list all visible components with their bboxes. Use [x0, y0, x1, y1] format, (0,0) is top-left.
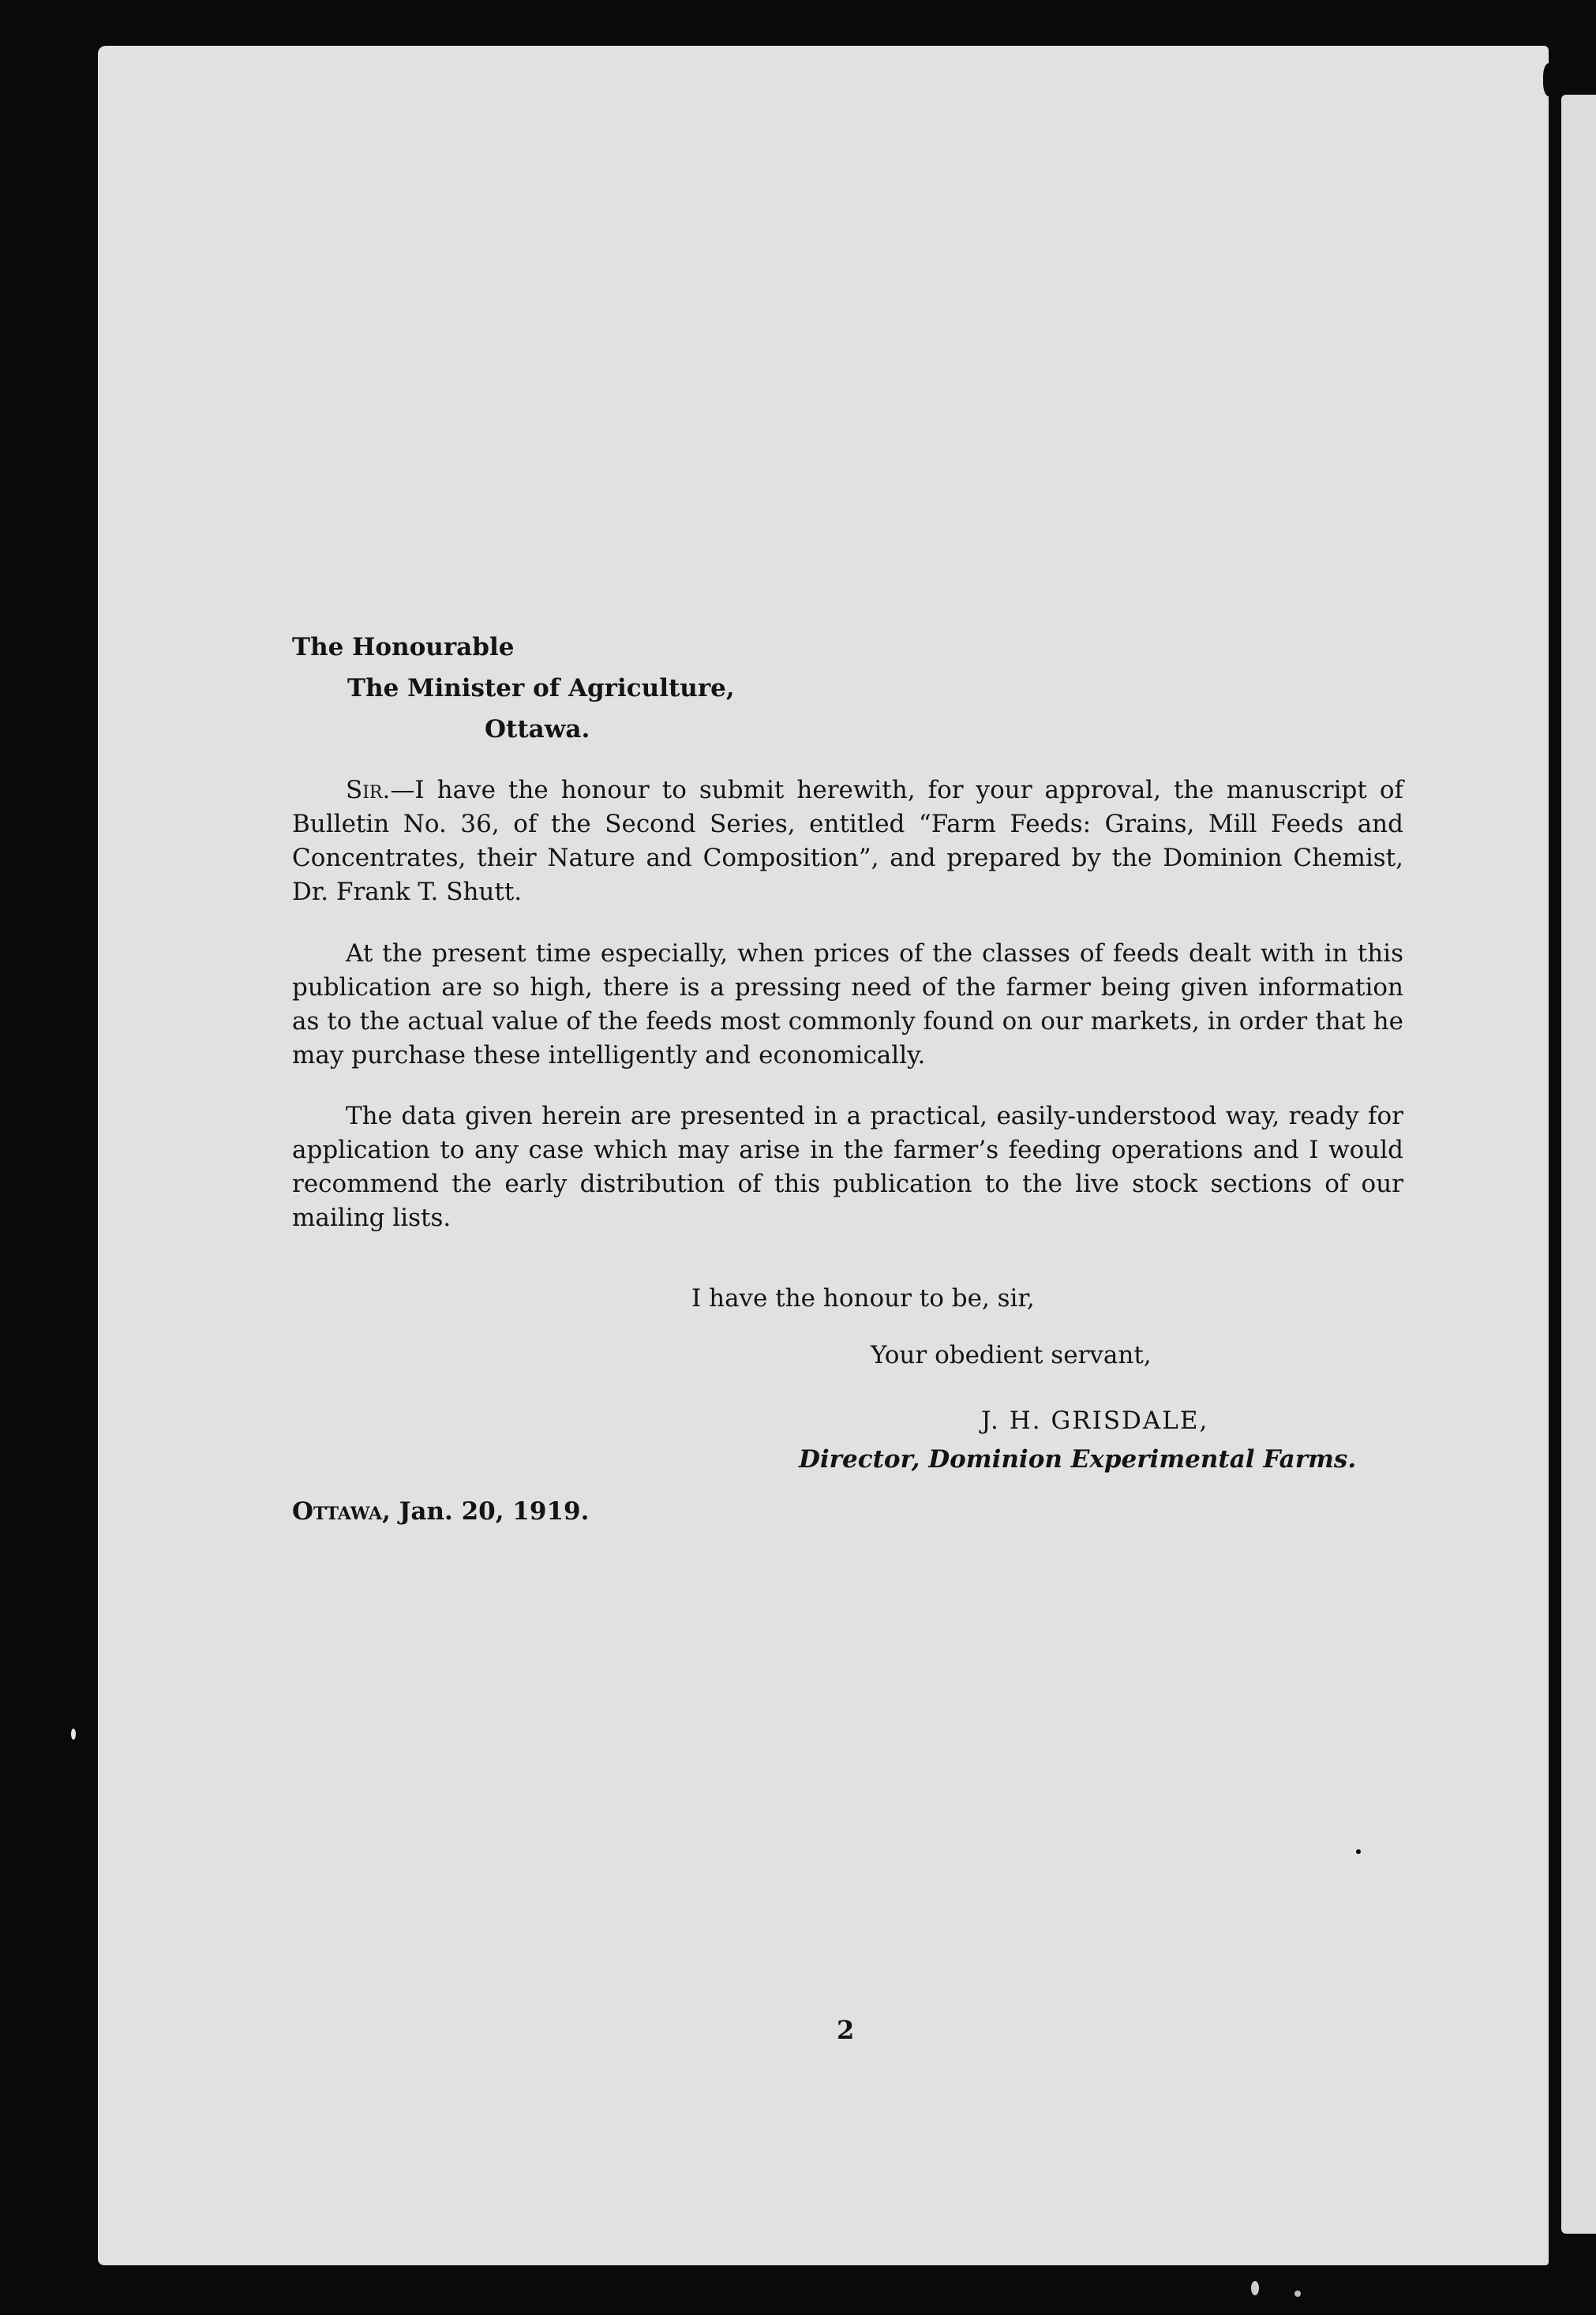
salutation-lead: Sir. — [346, 776, 391, 804]
scan-speck — [1251, 2281, 1259, 2295]
closing-line-1: I have the honour to be, sir, — [691, 1284, 1035, 1313]
scan-speck — [1356, 1849, 1361, 1854]
letter-paragraph-2: At the present time especially, when prices of the classes of feeds dealt with in this publication are so high, there is a pressing need of the farmer being given information as to the actual value of the feeds most commonly found on our markets, in order that he may purchase these intelligently and economically. — [292, 939, 1403, 1069]
dateline-place: Ottawa, — [292, 1497, 391, 1526]
salutation-line-1: The Honourable — [292, 633, 515, 661]
closing-line-2: Your obedient servant, — [871, 1341, 1152, 1369]
scan-speck — [71, 1729, 76, 1740]
adjacent-page-edge — [1561, 95, 1596, 2234]
paragraph-1-text: —I have the honour to submit herewith, for your approval, the manuscript of Bulletin No. 36, of the Second Series, entitled “Farm Feeds: Grains, Mill Feeds and Concentrates, their Nature and Composition”, and prepared by the Dominion Chemist, Dr. Frank T. Shutt. — [292, 776, 1403, 906]
salutation-line-3: Ottawa. — [485, 715, 590, 744]
signature-name: J. H. GRISDALE, — [981, 1407, 1209, 1435]
dateline-date: Jan. 20, 1919. — [399, 1497, 590, 1526]
scan-speck — [1294, 2291, 1301, 2297]
scan-speck — [1543, 63, 1557, 96]
signature-title: Director, Dominion Experimental Farms. — [799, 1445, 1357, 1474]
letter-paragraph-1 — [292, 774, 1403, 909]
scan-speck — [0, 183, 11, 196]
page-number: 2 — [837, 2015, 855, 2045]
salutation-line-2: The Minister of Agriculture, — [347, 674, 735, 702]
dateline — [292, 1497, 589, 1526]
letter-paragraph-3: The data given herein are presented in a practical, easily-understood way, ready for application to any case which may arise in the farmer’s feeding operations and I would recommend the early distribution of this publication to the live stock sections of our mailing lists. — [292, 1102, 1403, 1232]
